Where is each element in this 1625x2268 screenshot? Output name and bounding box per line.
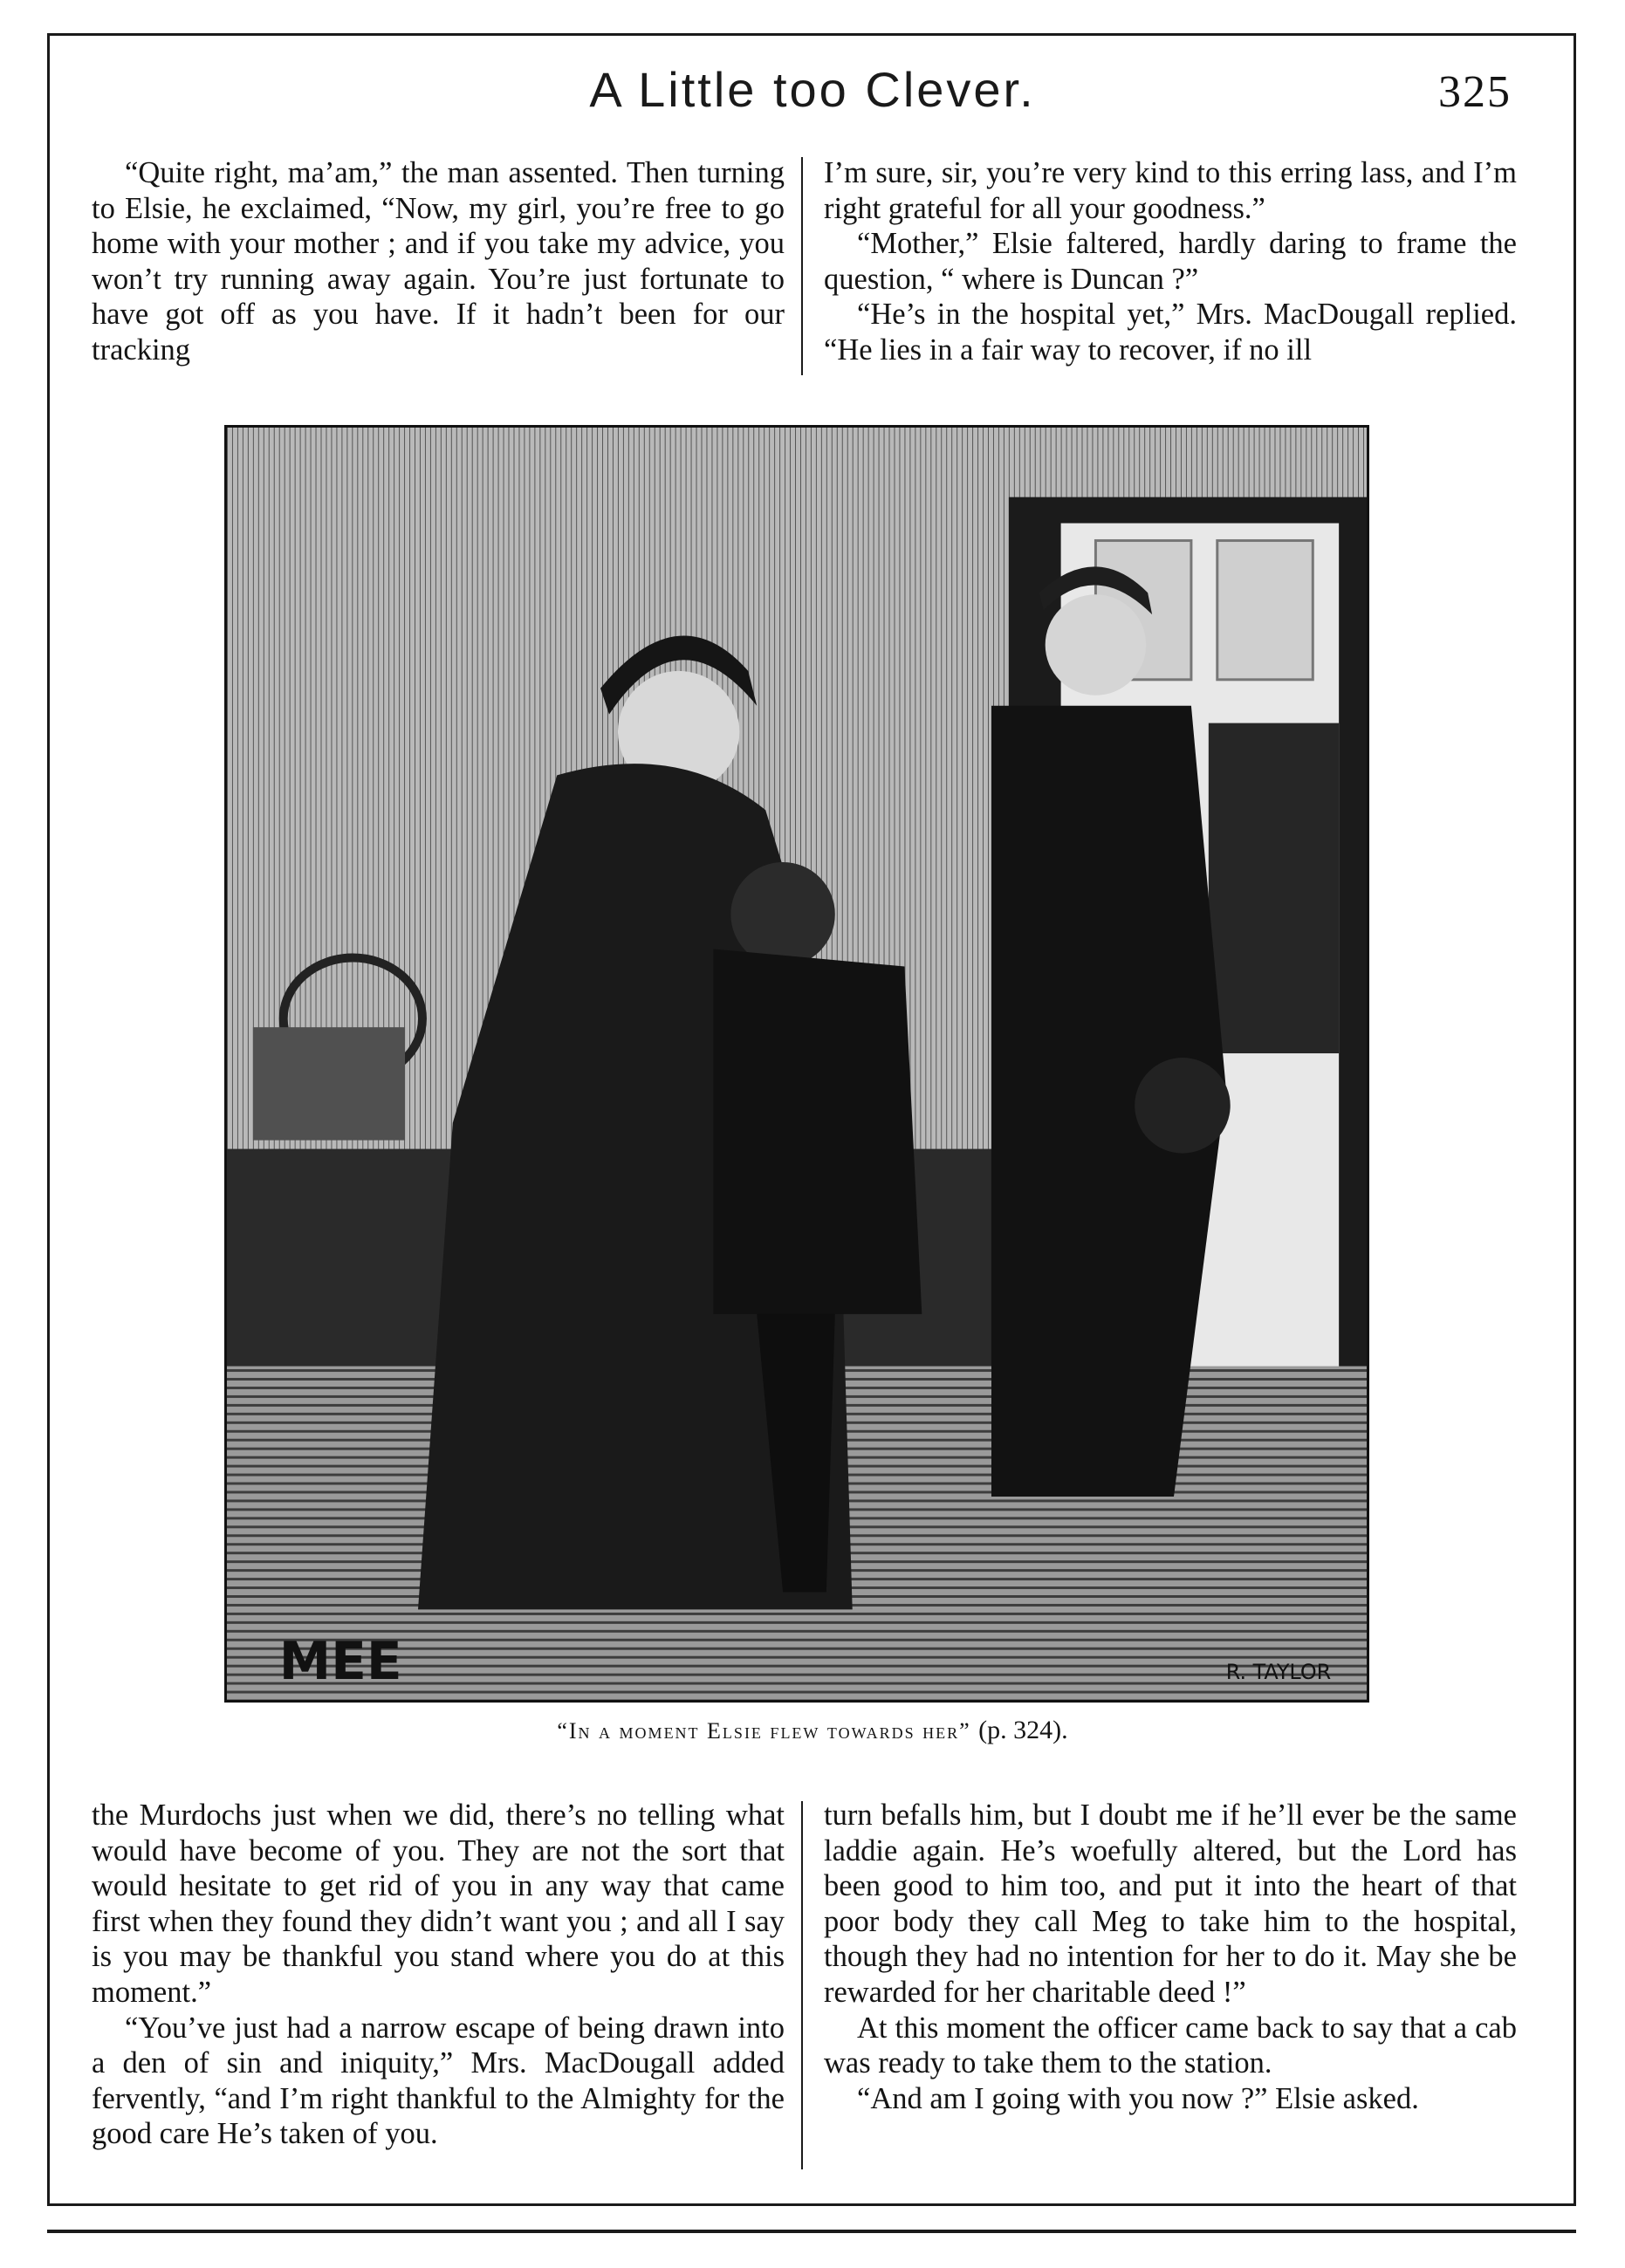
paragraph: “And am I going with you now ?” Elsie asked. [857, 2081, 1419, 2115]
man-hat [1135, 1058, 1230, 1154]
basket [253, 1027, 405, 1140]
column-divider [801, 1801, 803, 2169]
window-pane [1217, 540, 1313, 679]
paragraph: “Quite right, ma’am,” the man assented. Then turning to Elsie, he exclaimed, “Now, my girl, you’re free to go home with your mother ; and if you take my advice, you won’t try running away again. You’re just fortunate to have got off as you have. If it hadn’t been for our tracking [92, 156, 785, 367]
girl-figure [713, 949, 922, 1314]
engraver-signature: R. TAYLOR [1225, 1660, 1332, 1685]
paragraph: I’m sure, sir, you’re very kind to this erring lass, and I’m right grateful for all your goodness.” [824, 156, 1517, 225]
column-divider [801, 157, 803, 375]
paragraph: “You’ve just had a narrow escape of being drawn into a den of sin and iniquity,” Mrs. MacDougall added fervently, “and I’m right thankful to the Almighty for the good care He’s taken of you. [92, 2011, 785, 2151]
illustration-caption [0, 1716, 1625, 1745]
paragraph: the Murdochs just when we did, there’s no telling what would have become of you. They are not the sort that would hesitate to get rid of you in any way that came first when they found they didn’t want you ; and all I say is you may be thankful you stand where you do at this moment.” [92, 1799, 785, 2009]
bottom-right-column [824, 1798, 1517, 2116]
carriage [1209, 723, 1339, 1053]
engraving-illustration [224, 425, 1369, 1703]
caption-page-reference: (p. 324). [978, 1716, 1068, 1744]
girl-hair [730, 862, 834, 967]
page-header [0, 54, 1625, 133]
man-face [1046, 594, 1146, 695]
caption-text: “In a moment Elsie flew towards her” [557, 1718, 971, 1744]
paragraph: “He’s in the hospital yet,” Mrs. MacDougall replied. “He lies in a fair way to recover, if no ill [824, 298, 1517, 367]
paragraph: “Mother,” Elsie faltered, hardly daring to frame the question, “ where is Duncan ?” [824, 227, 1517, 296]
top-right-column [824, 155, 1517, 368]
paragraph: At this moment the officer came back to say that a cab was ready to take them to the station. [824, 2011, 1517, 2080]
page-number: 325 [1438, 67, 1512, 117]
engraving-svg [227, 428, 1367, 1700]
paragraph: turn befalls him, but I doubt me if he’ll ever be the same laddie again. He’s woefully altered, but the Lord has been good to him too, and put it into the heart of that poor body they call Meg to take him to the hospital, though they had no intention for her to do it. May she be rewarded for her charitable deed !” [824, 1799, 1517, 2009]
bottom-left-column [92, 1798, 785, 2152]
bottom-rule [47, 2230, 1576, 2233]
running-title: A Little too Clever. [589, 62, 1036, 117]
artist-monogram: MEE [278, 1632, 402, 1693]
top-left-column [92, 155, 785, 368]
